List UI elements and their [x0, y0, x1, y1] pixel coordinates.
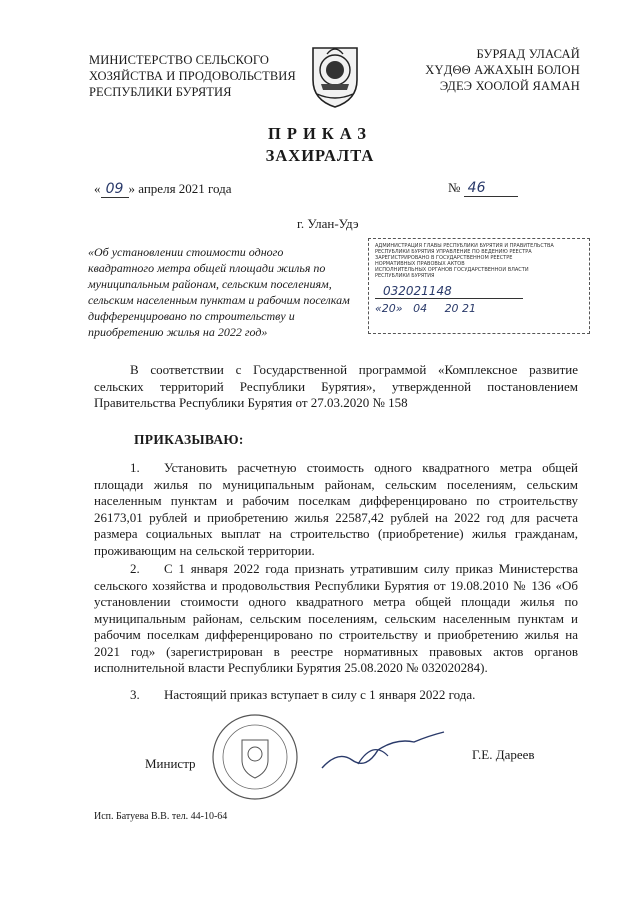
- order-item: 1. Установить расчетную стоимость одного квадратного метра общей площади жилья по муниципальным районам, сельским поселениям, сельским населенным пунктам и рабочим поселкам дифференцировано по строительству 26173,01 рублей и приобретению жилья 22587,42 рублей на 2022 год для расчета размера социальных выплат на строительство (приобретение) жилья гражданам, проживающим на сельской территории.: [94, 460, 578, 558]
- order-item: 3. Настоящий приказ вступает в силу с 1 января 2022 года.: [130, 687, 476, 702]
- official-seal-icon: [210, 712, 300, 802]
- registration-stamp: АДМИНИСТРАЦИЯ ГЛАВЫ РЕСПУБЛИКИ БУРЯТИЯ И ПРАВИТЕЛЬСТВА РЕСПУБЛИКИ БУРЯТИЯ УПРАВЛЕНИЕ ПО ВЕДЕНИЮ РЕЕСТРА ЗАРЕГИСТРИРОВАНО В ГОСУДАРСТВЕННОМ РЕЕСТРЕ НОРМАТИВНЫХ ПРАВОВЫХ АКТОВ ИСПОЛНИТЕЛЬНЫХ ОРГАНОВ ГОСУДАРСТВЕННОЙ ВЛАСТИ РЕСПУБЛИКИ БУРЯТИЯ 032021148 «20» 04 20 21: [368, 238, 590, 334]
- order-item: 2. С 1 января 2022 года признать утратившим силу приказ Министерства сельского хозяйства и продовольствия Республики Бурятия от 19.08.2010 № 136 «Об установлении стоимости одного квадратного метра общей площади жилья по муниципальным районам, сельским поселениям, сельским населенным пунктам и рабочим поселкам дифференцировано по строительству и приобретению жилья на 2021 год» (зарегистрирован в реестре нормативных правовых актов органов исполнительной власти Республики Бурятия 25.08.2020 № 032020284).: [94, 561, 578, 675]
- executor-note: Исп. Батуева В.В. тел. 44-10-64: [94, 811, 228, 822]
- document-number-handwritten: 46: [464, 180, 518, 197]
- signatory-position: Министр: [145, 756, 196, 771]
- order-subject: «Об установлении стоимости одного квадратного метра общей площади жилья по муниципальным районам, сельским поселениям, сельским населенным пунктам и рабочим поселкам дифференцировано по строительству и приобретению жилья на 2022 год»: [88, 245, 350, 339]
- document-number: № 46: [448, 180, 518, 197]
- document-date: « 09 » апреля 2021 года: [94, 181, 232, 197]
- registration-date: «20» 04 20 21: [375, 302, 477, 315]
- registration-number: 032021148: [375, 284, 523, 299]
- document-title-buryat: ЗАХИРАЛТА: [265, 146, 375, 165]
- decree-heading: ПРИКАЗЫВАЮ:: [134, 432, 244, 447]
- city-line: г. Улан-Удэ: [297, 216, 359, 231]
- ministry-name-russian: МИНИСТЕРСТВО СЕЛЬСКОГО ХОЗЯЙСТВА И ПРОДОВОЛЬСТВИЯ РЕСПУБЛИКИ БУРЯТИЯ: [89, 53, 296, 99]
- ministry-name-buryat: БУРЯАД УЛАСАЙ ХYДΘΘ АЖАХЫН БОЛОН ЭДЕЭ ХООЛОЙ ЯАМАН: [425, 47, 580, 93]
- signature-icon: [318, 720, 448, 780]
- signatory-name: Г.Е. Дареев: [472, 747, 535, 762]
- document-title: ПРИКАЗ: [268, 124, 372, 143]
- preamble-paragraph: В соответствии с Государственной программой «Комплексное развитие сельских территорий Республики Бурятия», утвержденной постановлением Правительства Республики Бурятия от 27.03.2020 № 158: [94, 362, 578, 410]
- date-day-handwritten: 09: [101, 181, 129, 198]
